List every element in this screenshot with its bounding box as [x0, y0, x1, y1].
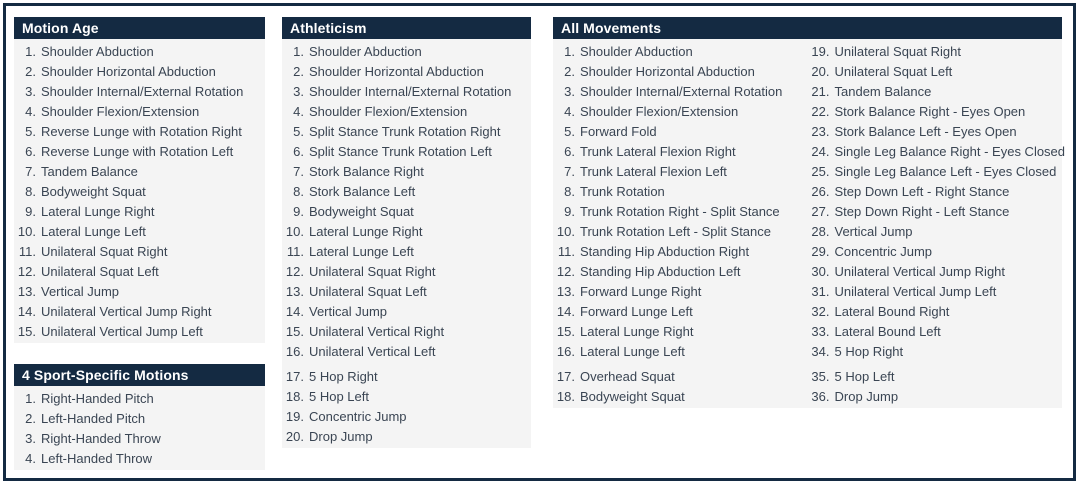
item-number: 12. — [17, 263, 36, 279]
item-number: 3. — [25, 430, 36, 446]
list-item — [282, 261, 531, 281]
item-label: Shoulder Abduction — [41, 43, 154, 59]
item-number: 14. — [285, 303, 304, 319]
all-movements-list-right — [808, 41, 1066, 406]
item-number: 8. — [25, 183, 36, 199]
list-item — [808, 201, 1063, 221]
item-label: Unilateral Vertical Jump Left — [834, 283, 997, 299]
item-number: 6. — [293, 143, 304, 159]
item-number: 24. — [811, 143, 830, 159]
item-number: 30. — [811, 263, 830, 279]
list-item — [553, 181, 808, 201]
list-item — [282, 141, 531, 161]
item-label: Vertical Jump — [834, 223, 913, 239]
item-label: Vertical Jump — [309, 303, 388, 319]
list-item — [553, 61, 808, 81]
list-item — [808, 181, 1063, 201]
list-item — [14, 388, 265, 408]
item-label: Step Down Left - Right Stance — [834, 183, 1010, 199]
panel-all-movements — [553, 17, 1066, 408]
item-number: 2. — [293, 63, 304, 79]
item-number: 13. — [556, 283, 575, 299]
panel-header-sport-specific — [14, 364, 265, 386]
item-number: 6. — [25, 143, 36, 159]
list-item — [282, 161, 531, 181]
item-number: 31. — [811, 283, 830, 299]
list-item — [808, 261, 1063, 281]
list-item — [553, 101, 808, 121]
item-number: 3. — [25, 83, 36, 99]
item-number: 14. — [17, 303, 36, 319]
item-number: 15. — [285, 323, 304, 339]
item-number: 36. — [811, 388, 830, 404]
item-label: Stork Balance Left — [309, 183, 416, 199]
list-item — [808, 121, 1063, 141]
item-label: Trunk Lateral Flexion Right — [580, 143, 736, 159]
item-label: 5 Hop Right — [834, 343, 904, 359]
panel-header-motion-age — [14, 17, 265, 39]
item-label: Lateral Lunge Left — [309, 243, 414, 259]
item-number: 8. — [564, 183, 575, 199]
item-label: Shoulder Internal/External Rotation — [41, 83, 244, 99]
item-number: 3. — [293, 83, 304, 99]
list-item — [14, 301, 265, 321]
panel-sport-specific — [14, 364, 265, 470]
item-label: Shoulder Horizontal Abduction — [309, 63, 484, 79]
list-item — [14, 61, 265, 81]
list-item — [553, 386, 808, 406]
item-label: Bodyweight Squat — [309, 203, 414, 219]
item-number: 1. — [25, 390, 36, 406]
item-number: 11. — [286, 243, 304, 259]
panel-header-all-movements — [553, 17, 1062, 39]
item-number: 1. — [25, 43, 36, 59]
item-label: Lateral Lunge Left — [41, 223, 146, 239]
list-item — [282, 81, 531, 101]
item-number: 5. — [25, 123, 36, 139]
item-number: 17. — [285, 368, 304, 384]
item-label: Trunk Rotation Left - Split Stance — [580, 223, 772, 239]
item-number: 2. — [25, 410, 36, 426]
item-label: Reverse Lunge with Rotation Left — [41, 143, 234, 159]
item-label: Standing Hip Abduction Right — [580, 243, 750, 259]
column-middle — [282, 17, 531, 448]
item-label: 5 Hop Left — [834, 368, 895, 384]
list-item — [808, 366, 1063, 386]
item-label: Stork Balance Left - Eyes Open — [834, 123, 1017, 139]
list-item — [282, 61, 531, 81]
column-left — [14, 17, 265, 470]
list-item — [14, 201, 265, 221]
item-number: 29. — [811, 243, 830, 259]
item-number: 21. — [811, 83, 830, 99]
item-number: 2. — [564, 63, 575, 79]
list-item — [808, 141, 1066, 161]
item-label: Left-Handed Throw — [41, 450, 153, 466]
item-number: 23. — [811, 123, 830, 139]
list-item — [808, 101, 1063, 121]
item-number: 6. — [564, 143, 575, 159]
list-item — [14, 101, 265, 121]
item-number: 18. — [285, 388, 304, 404]
item-label: Shoulder Flexion/Extension — [309, 103, 468, 119]
panel-title-motion-age: Motion Age — [22, 20, 99, 36]
motion-age-list — [14, 39, 265, 343]
item-number: 4. — [25, 450, 36, 466]
item-label: Forward Lunge Left — [580, 303, 693, 319]
panel-title-athleticism: Athleticism — [290, 20, 367, 36]
list-item — [808, 341, 1063, 361]
item-label: 5 Hop Right — [309, 368, 378, 384]
list-item — [553, 321, 808, 341]
item-label: Unilateral Squat Right — [834, 43, 961, 59]
panel-title-all-movements: All Movements — [561, 20, 662, 36]
item-label: Single Leg Balance Left - Eyes Closed — [834, 163, 1057, 179]
item-label: Tandem Balance — [41, 163, 138, 179]
list-item — [14, 321, 265, 341]
item-number: 9. — [25, 203, 36, 219]
item-label: Shoulder Abduction — [580, 43, 693, 59]
column-right — [553, 17, 1066, 408]
item-label: Unilateral Squat Right — [309, 263, 436, 279]
item-label: Split Stance Trunk Rotation Left — [309, 143, 492, 159]
list-item — [282, 341, 531, 361]
athleticism-list — [282, 39, 531, 448]
item-number: 34. — [811, 343, 830, 359]
item-label: Concentric Jump — [309, 408, 407, 424]
list-item — [808, 61, 1063, 81]
item-label: Unilateral Squat Left — [309, 283, 427, 299]
item-label: Forward Lunge Right — [580, 283, 702, 299]
item-number: 9. — [293, 203, 304, 219]
item-label: Unilateral Vertical Jump Right — [41, 303, 212, 319]
item-number: 4. — [25, 103, 36, 119]
item-number: 19. — [285, 408, 304, 424]
list-item — [808, 386, 1063, 406]
item-number: 10. — [285, 223, 304, 239]
item-number: 9. — [564, 203, 575, 219]
item-label: Overhead Squat — [580, 368, 675, 384]
item-label: Unilateral Vertical Right — [309, 323, 445, 339]
panel-athleticism — [282, 17, 531, 448]
item-number: 16. — [556, 343, 575, 359]
item-label: Concentric Jump — [834, 243, 933, 259]
list-item — [808, 321, 1063, 341]
item-label: Standing Hip Abduction Left — [580, 263, 741, 279]
panel-motion-age — [14, 17, 265, 343]
list-item — [808, 241, 1063, 261]
list-item — [14, 261, 265, 281]
list-item — [808, 81, 1063, 101]
item-label: Unilateral Squat Right — [41, 243, 168, 259]
list-item — [808, 221, 1063, 241]
all-movements-columns — [553, 39, 1066, 408]
list-item — [553, 161, 808, 181]
item-number: 10. — [17, 223, 36, 239]
list-item — [553, 281, 808, 301]
item-label: Stork Balance Right - Eyes Open — [834, 103, 1026, 119]
item-number: 35. — [811, 368, 830, 384]
item-label: Lateral Bound Left — [834, 323, 941, 339]
item-number: 32. — [811, 303, 830, 319]
item-label: Unilateral Squat Left — [834, 63, 953, 79]
list-item — [553, 121, 808, 141]
list-item — [808, 301, 1063, 321]
item-label: Lateral Lunge Right — [41, 203, 155, 219]
item-label: Trunk Lateral Flexion Left — [580, 163, 727, 179]
item-number: 12. — [556, 263, 575, 279]
item-label: Reverse Lunge with Rotation Right — [41, 123, 242, 139]
item-label: Shoulder Flexion/Extension — [41, 103, 200, 119]
item-number: 3. — [564, 83, 575, 99]
item-number: 8. — [293, 183, 304, 199]
panel-title-sport-specific: 4 Sport-Specific Motions — [22, 367, 189, 383]
list-item — [14, 241, 265, 261]
item-number: 1. — [564, 43, 575, 59]
item-number: 22. — [811, 103, 830, 119]
item-label: Shoulder Internal/External Rotation — [309, 83, 512, 99]
item-label: Stork Balance Right — [309, 163, 424, 179]
item-number: 7. — [564, 163, 575, 179]
item-number: 33. — [811, 323, 830, 339]
item-number: 5. — [564, 123, 575, 139]
item-label: Unilateral Vertical Left — [309, 343, 436, 359]
item-number: 14. — [556, 303, 575, 319]
item-number: 25. — [811, 163, 830, 179]
item-label: Shoulder Horizontal Abduction — [41, 63, 216, 79]
item-label: Left-Handed Pitch — [41, 410, 146, 426]
list-item — [282, 406, 531, 426]
sport-specific-list — [14, 386, 265, 470]
item-label: Unilateral Vertical Jump Left — [41, 323, 203, 339]
item-label: Step Down Right - Left Stance — [834, 203, 1010, 219]
item-number: 16. — [285, 343, 304, 359]
item-label: Bodyweight Squat — [41, 183, 146, 199]
item-label: Shoulder Horizontal Abduction — [580, 63, 755, 79]
item-number: 13. — [285, 283, 304, 299]
item-number: 18. — [556, 388, 575, 404]
list-item — [808, 281, 1063, 301]
item-number: 26. — [811, 183, 830, 199]
item-number: 13. — [17, 283, 36, 299]
item-label: Unilateral Vertical Jump Right — [834, 263, 1006, 279]
item-number: 7. — [25, 163, 36, 179]
item-label: Lateral Lunge Left — [580, 343, 685, 359]
item-label: Trunk Rotation — [580, 183, 665, 199]
list-item — [282, 101, 531, 121]
item-label: Unilateral Squat Left — [41, 263, 159, 279]
item-number: 7. — [293, 163, 304, 179]
item-number: 20. — [811, 63, 830, 79]
item-label: Bodyweight Squat — [580, 388, 685, 404]
list-item — [282, 221, 531, 241]
all-movements-list-left — [553, 41, 808, 406]
list-item — [14, 281, 265, 301]
list-item — [553, 221, 808, 241]
item-label: Split Stance Trunk Rotation Right — [309, 123, 501, 139]
item-number: 17. — [556, 368, 575, 384]
list-item — [553, 201, 808, 221]
list-item — [14, 161, 265, 181]
item-number: 19. — [811, 43, 830, 59]
list-item — [282, 301, 531, 321]
list-item — [14, 181, 265, 201]
list-item — [282, 201, 531, 221]
item-number: 10. — [556, 223, 575, 239]
item-label: Vertical Jump — [41, 283, 120, 299]
item-number: 4. — [564, 103, 575, 119]
item-label: Single Leg Balance Right - Eyes Closed — [834, 143, 1066, 159]
item-number: 1. — [293, 43, 304, 59]
list-item — [14, 141, 265, 161]
list-item — [282, 321, 531, 341]
item-label: Shoulder Abduction — [309, 43, 422, 59]
list-item — [14, 41, 265, 61]
list-item — [553, 366, 808, 386]
item-label: Lateral Lunge Right — [309, 223, 423, 239]
item-label: Drop Jump — [309, 428, 373, 444]
item-label: Lateral Bound Right — [834, 303, 950, 319]
list-item — [282, 121, 531, 141]
item-number: 12. — [285, 263, 304, 279]
item-label: 5 Hop Left — [309, 388, 369, 404]
list-item — [14, 408, 265, 428]
list-item — [553, 241, 808, 261]
list-item — [282, 281, 531, 301]
item-number: 11. — [18, 243, 36, 259]
list-item — [553, 141, 808, 161]
list-item — [553, 341, 808, 361]
list-item — [282, 426, 531, 446]
list-item — [282, 386, 531, 406]
item-number: 28. — [811, 223, 830, 239]
item-label: Right-Handed Pitch — [41, 390, 154, 406]
panel-header-athleticism — [282, 17, 531, 39]
list-item — [808, 161, 1063, 181]
item-number: 5. — [293, 123, 304, 139]
list-item — [14, 81, 265, 101]
list-item — [553, 261, 808, 281]
list-item — [808, 41, 1063, 61]
list-item — [14, 121, 265, 141]
item-label: Drop Jump — [834, 388, 899, 404]
item-number: 15. — [17, 323, 36, 339]
list-item — [282, 181, 531, 201]
item-label: Right-Handed Throw — [41, 430, 161, 446]
list-item — [553, 301, 808, 321]
item-number: 11. — [557, 243, 575, 259]
item-number: 20. — [285, 428, 304, 444]
item-number: 27. — [811, 203, 830, 219]
list-item — [553, 41, 808, 61]
item-number: 4. — [293, 103, 304, 119]
item-number: 15. — [556, 323, 575, 339]
item-label: Tandem Balance — [834, 83, 932, 99]
list-item — [14, 448, 265, 468]
list-item — [282, 241, 531, 261]
item-label: Trunk Rotation Right - Split Stance — [580, 203, 780, 219]
item-number: 2. — [25, 63, 36, 79]
list-item — [282, 366, 531, 386]
list-item — [553, 81, 808, 101]
list-item — [14, 221, 265, 241]
list-item — [282, 41, 531, 61]
item-label: Shoulder Flexion/Extension — [580, 103, 739, 119]
item-label: Forward Fold — [580, 123, 657, 139]
movement-lists-page — [3, 3, 1076, 481]
item-label: Shoulder Internal/External Rotation — [580, 83, 783, 99]
list-item — [14, 428, 265, 448]
item-label: Lateral Lunge Right — [580, 323, 694, 339]
